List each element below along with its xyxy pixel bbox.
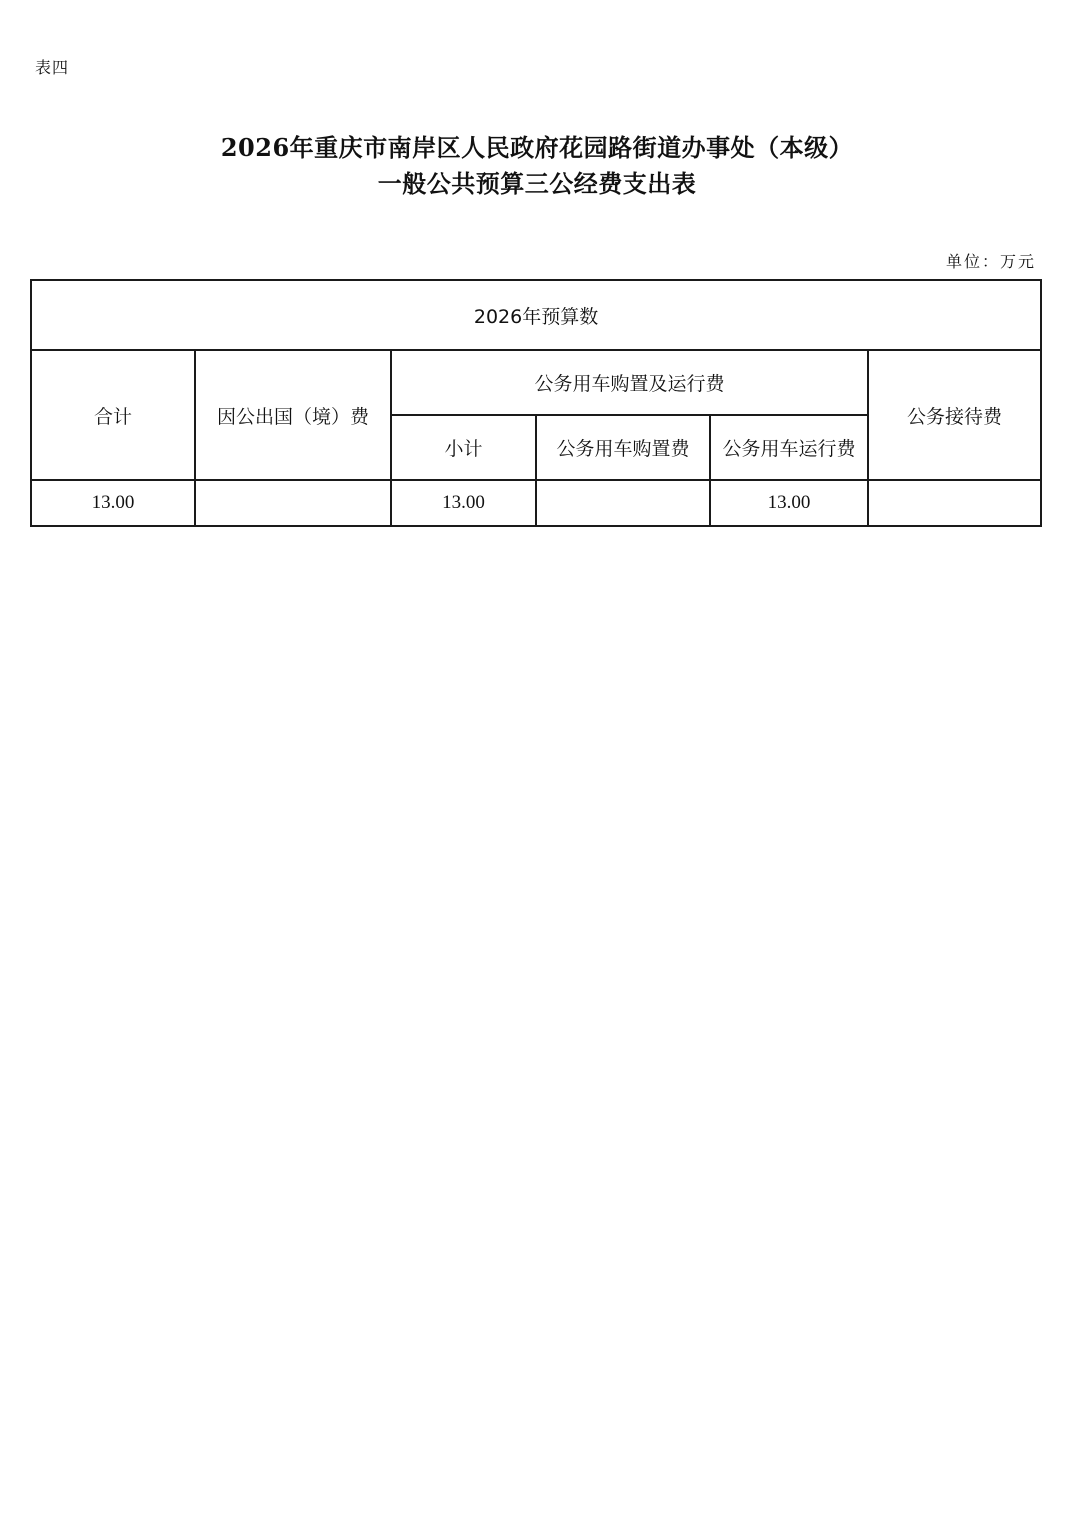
- document-title-line-1: 2026年重庆市南岸区人民政府花园路街道办事处（本级）: [220, 133, 854, 162]
- column-header-overseas: 因公出国（境）费: [195, 350, 391, 480]
- three-public-expenses-table: [30, 279, 1042, 527]
- document-title-line-2: 一般公共预算三公经费支出表: [377, 169, 697, 198]
- table-row: [31, 480, 1041, 526]
- column-header-vehicle-purchase: 公务用车购置费: [536, 415, 710, 480]
- column-header-reception: 公务接待费: [868, 350, 1041, 480]
- cell-reception: [868, 480, 1041, 526]
- cell-vehicle-purchase: [536, 480, 710, 526]
- column-header-vehicle-group: 公务用车购置及运行费: [391, 350, 868, 415]
- budget-year-header: 2026年预算数: [31, 280, 1041, 350]
- cell-overseas: [195, 480, 391, 526]
- column-header-total: 合计: [31, 350, 195, 480]
- table-number: 表四: [35, 58, 70, 77]
- cell-total: 13.00: [31, 480, 195, 526]
- column-header-vehicle-operation: 公务用车运行费: [710, 415, 868, 480]
- cell-vehicle-operation: 13.00: [710, 480, 868, 526]
- column-header-vehicle-subtotal: 小计: [391, 415, 536, 480]
- unit-label: 单位：万元: [945, 252, 1036, 271]
- header-row-groups: [31, 350, 1041, 415]
- cell-vehicle-subtotal: 13.00: [391, 480, 536, 526]
- header-row-year: [31, 280, 1041, 350]
